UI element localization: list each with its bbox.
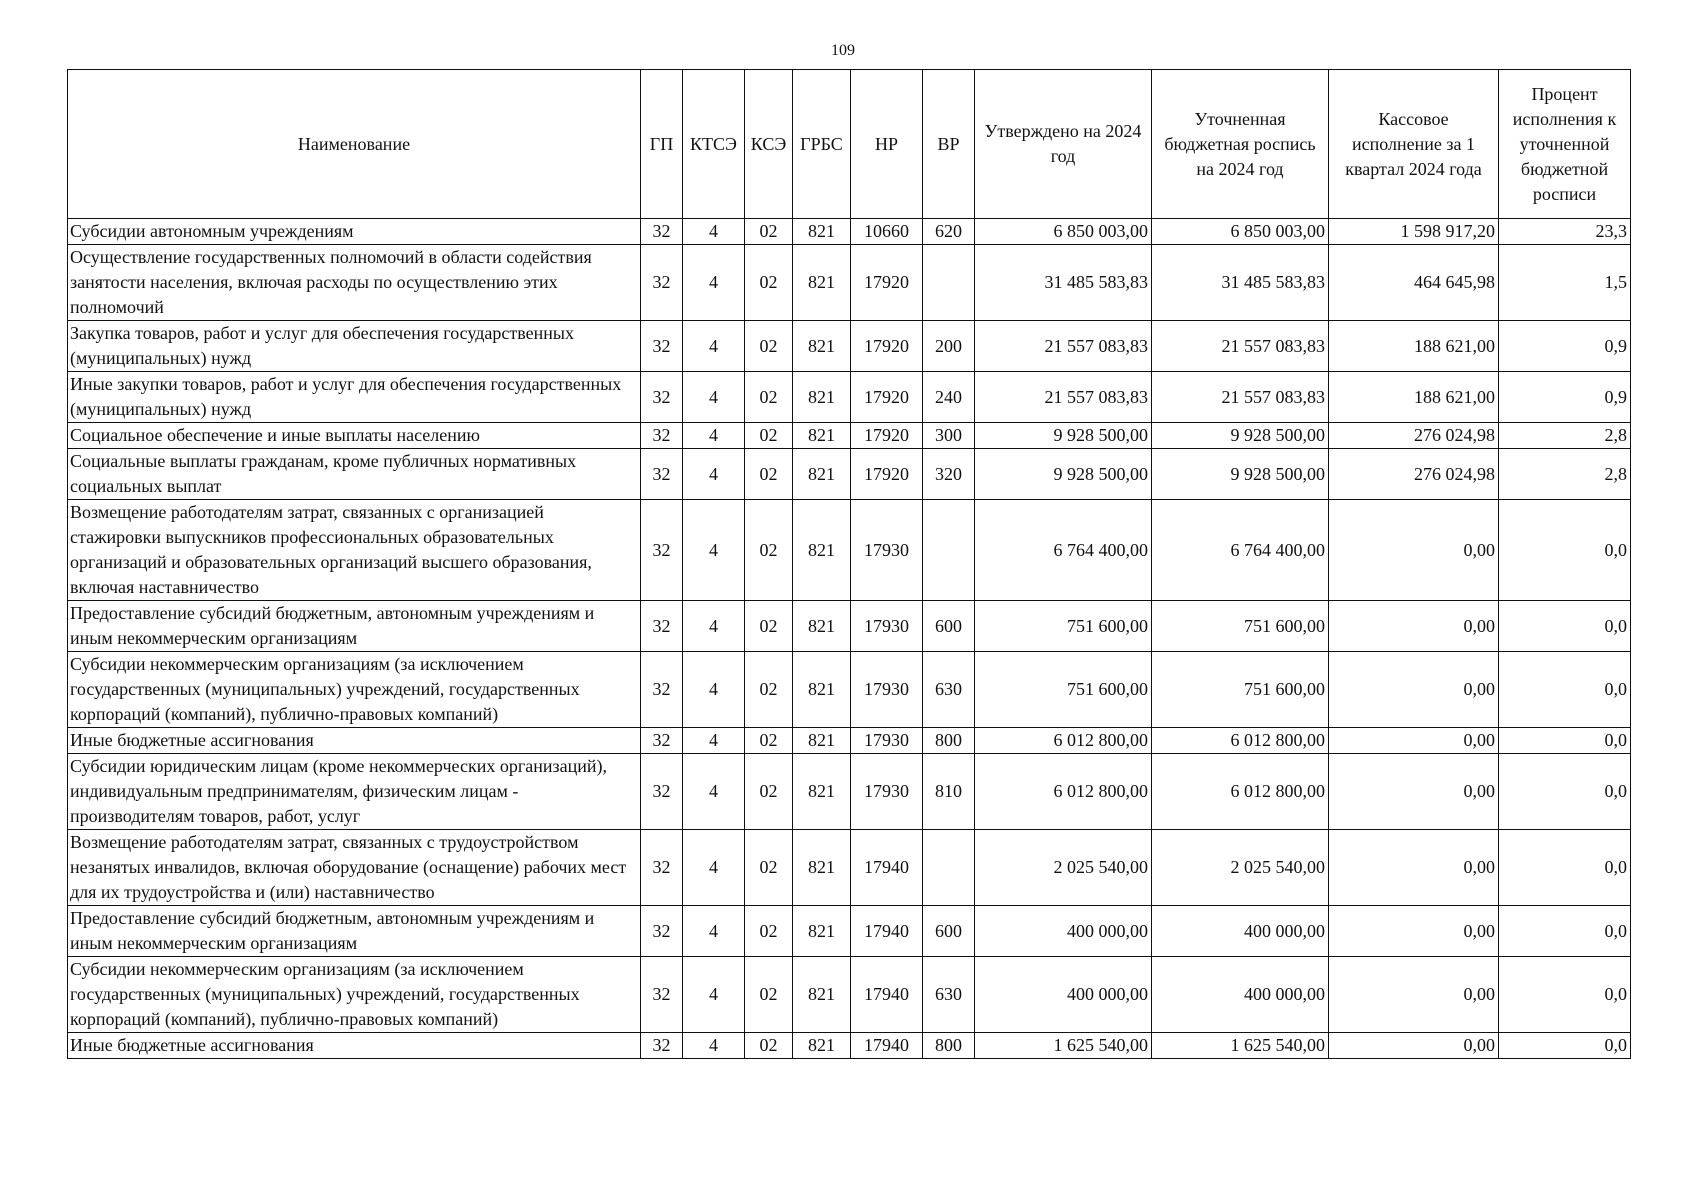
cell-ktse: 4 [683, 245, 745, 321]
cell-nr: 17930 [851, 652, 923, 728]
cell-ktse: 4 [683, 449, 745, 500]
cell-refined: 6 850 003,00 [1152, 219, 1329, 245]
cell-kse: 02 [745, 321, 793, 372]
table-row [68, 1033, 1631, 1059]
header-nr: НР [851, 70, 923, 219]
cell-gp: 32 [641, 957, 683, 1033]
cell-percent: 0,9 [1499, 372, 1631, 423]
table-row [68, 321, 1631, 372]
header-vr: ВР [923, 70, 975, 219]
cell-percent: 0,0 [1499, 906, 1631, 957]
table-row [68, 372, 1631, 423]
cell-grbs: 821 [793, 1033, 851, 1059]
cell-nr: 17920 [851, 245, 923, 321]
cell-gp: 32 [641, 601, 683, 652]
cell-approved: 21 557 083,83 [975, 372, 1152, 423]
cell-kse: 02 [745, 372, 793, 423]
table-row [68, 957, 1631, 1033]
cell-name: Осуществление государственных полномочий в области содействия занятости населения, включая расходы по осуществлению этих полномочий [68, 245, 641, 321]
cell-refined: 6 012 800,00 [1152, 754, 1329, 830]
cell-name: Субсидии юридическим лицам (кроме некоммерческих организаций), индивидуальным предпринимателям, физическим лицам - производителям товаров, работ, услуг [68, 754, 641, 830]
cell-percent: 0,0 [1499, 1033, 1631, 1059]
cell-vr [923, 245, 975, 321]
cell-executed: 0,00 [1329, 1033, 1499, 1059]
cell-percent: 1,5 [1499, 245, 1631, 321]
cell-name: Возмещение работодателям затрат, связанных с трудоустройством незанятых инвалидов, включая оборудование (оснащение) рабочих мест для их трудоустройства и (или) наставничество [68, 830, 641, 906]
header-refined: Уточненная бюджетная роспись на 2024 год [1152, 70, 1329, 219]
header-kse: КСЭ [745, 70, 793, 219]
cell-name: Социальное обеспечение и иные выплаты населению [68, 423, 641, 449]
table-header-row [68, 70, 1631, 219]
cell-refined: 400 000,00 [1152, 957, 1329, 1033]
cell-refined: 9 928 500,00 [1152, 449, 1329, 500]
cell-nr: 17920 [851, 372, 923, 423]
cell-nr: 17930 [851, 754, 923, 830]
cell-grbs: 821 [793, 219, 851, 245]
cell-kse: 02 [745, 830, 793, 906]
cell-ktse: 4 [683, 372, 745, 423]
cell-ktse: 4 [683, 957, 745, 1033]
cell-refined: 31 485 583,83 [1152, 245, 1329, 321]
cell-grbs: 821 [793, 321, 851, 372]
table-row [68, 219, 1631, 245]
header-name: Наименование [68, 70, 641, 219]
table-row [68, 652, 1631, 728]
cell-gp: 32 [641, 500, 683, 601]
cell-name: Субсидии автономным учреждениям [68, 219, 641, 245]
header-percent: Процент исполнения к уточненной бюджетной росписи [1499, 70, 1631, 219]
cell-approved: 6 012 800,00 [975, 754, 1152, 830]
cell-kse: 02 [745, 500, 793, 601]
cell-approved: 751 600,00 [975, 652, 1152, 728]
cell-executed: 0,00 [1329, 500, 1499, 601]
cell-percent: 0,0 [1499, 500, 1631, 601]
cell-approved: 31 485 583,83 [975, 245, 1152, 321]
cell-vr: 320 [923, 449, 975, 500]
cell-kse: 02 [745, 1033, 793, 1059]
cell-approved: 400 000,00 [975, 906, 1152, 957]
cell-grbs: 821 [793, 449, 851, 500]
cell-percent: 0,0 [1499, 728, 1631, 754]
cell-kse: 02 [745, 906, 793, 957]
cell-executed: 0,00 [1329, 906, 1499, 957]
cell-vr: 620 [923, 219, 975, 245]
header-ktse: КТСЭ [683, 70, 745, 219]
cell-nr: 17920 [851, 449, 923, 500]
cell-executed: 276 024,98 [1329, 423, 1499, 449]
cell-vr: 810 [923, 754, 975, 830]
cell-name: Закупка товаров, работ и услуг для обеспечения государственных (муниципальных) нужд [68, 321, 641, 372]
cell-grbs: 821 [793, 957, 851, 1033]
cell-ktse: 4 [683, 754, 745, 830]
table-row [68, 906, 1631, 957]
page-number: 109 [831, 42, 855, 59]
cell-ktse: 4 [683, 1033, 745, 1059]
cell-name: Социальные выплаты гражданам, кроме публичных нормативных социальных выплат [68, 449, 641, 500]
cell-name: Субсидии некоммерческим организациям (за исключением государственных (муниципальных) учреждений, государственных корпораций (компаний), публично-правовых компаний) [68, 957, 641, 1033]
cell-kse: 02 [745, 423, 793, 449]
cell-percent: 23,3 [1499, 219, 1631, 245]
cell-ktse: 4 [683, 728, 745, 754]
cell-name: Предоставление субсидий бюджетным, автономным учреждениям и иным некоммерческим организациям [68, 906, 641, 957]
table-row [68, 754, 1631, 830]
cell-gp: 32 [641, 728, 683, 754]
cell-kse: 02 [745, 652, 793, 728]
cell-executed: 0,00 [1329, 957, 1499, 1033]
cell-vr: 800 [923, 728, 975, 754]
cell-grbs: 821 [793, 754, 851, 830]
cell-gp: 32 [641, 245, 683, 321]
cell-approved: 6 012 800,00 [975, 728, 1152, 754]
cell-percent: 2,8 [1499, 449, 1631, 500]
header-grbs: ГРБС [793, 70, 851, 219]
cell-vr: 630 [923, 652, 975, 728]
cell-name: Иные бюджетные ассигнования [68, 1033, 641, 1059]
cell-nr: 10660 [851, 219, 923, 245]
cell-refined: 751 600,00 [1152, 652, 1329, 728]
cell-kse: 02 [745, 957, 793, 1033]
cell-nr: 17920 [851, 321, 923, 372]
cell-grbs: 821 [793, 245, 851, 321]
cell-gp: 32 [641, 423, 683, 449]
cell-vr: 200 [923, 321, 975, 372]
cell-vr: 630 [923, 957, 975, 1033]
cell-percent: 0,9 [1499, 321, 1631, 372]
cell-ktse: 4 [683, 906, 745, 957]
cell-grbs: 821 [793, 500, 851, 601]
cell-grbs: 821 [793, 728, 851, 754]
cell-percent: 0,0 [1499, 754, 1631, 830]
cell-executed: 188 621,00 [1329, 372, 1499, 423]
cell-ktse: 4 [683, 652, 745, 728]
cell-executed: 0,00 [1329, 652, 1499, 728]
cell-kse: 02 [745, 601, 793, 652]
cell-gp: 32 [641, 372, 683, 423]
table-row [68, 601, 1631, 652]
cell-executed: 0,00 [1329, 728, 1499, 754]
cell-gp: 32 [641, 906, 683, 957]
cell-ktse: 4 [683, 321, 745, 372]
cell-refined: 9 928 500,00 [1152, 423, 1329, 449]
cell-name: Возмещение работодателям затрат, связанных с организацией стажировки выпускников профессиональных образовательных организаций и образовательных организаций высшего образования, включая наставничество [68, 500, 641, 601]
cell-kse: 02 [745, 449, 793, 500]
cell-grbs: 821 [793, 423, 851, 449]
cell-gp: 32 [641, 754, 683, 830]
cell-approved: 751 600,00 [975, 601, 1152, 652]
cell-approved: 400 000,00 [975, 957, 1152, 1033]
budget-table [67, 69, 1631, 1059]
cell-grbs: 821 [793, 601, 851, 652]
cell-refined: 21 557 083,83 [1152, 372, 1329, 423]
table-row [68, 500, 1631, 601]
cell-gp: 32 [641, 830, 683, 906]
header-approved: Утверждено на 2024 год [975, 70, 1152, 219]
cell-executed: 0,00 [1329, 601, 1499, 652]
cell-vr: 300 [923, 423, 975, 449]
cell-vr [923, 830, 975, 906]
cell-percent: 2,8 [1499, 423, 1631, 449]
cell-executed: 0,00 [1329, 754, 1499, 830]
cell-approved: 21 557 083,83 [975, 321, 1152, 372]
cell-percent: 0,0 [1499, 652, 1631, 728]
cell-approved: 6 850 003,00 [975, 219, 1152, 245]
cell-nr: 17930 [851, 728, 923, 754]
cell-ktse: 4 [683, 219, 745, 245]
cell-executed: 188 621,00 [1329, 321, 1499, 372]
cell-grbs: 821 [793, 372, 851, 423]
cell-approved: 1 625 540,00 [975, 1033, 1152, 1059]
cell-nr: 17940 [851, 830, 923, 906]
cell-percent: 0,0 [1499, 601, 1631, 652]
cell-ktse: 4 [683, 601, 745, 652]
cell-refined: 2 025 540,00 [1152, 830, 1329, 906]
cell-kse: 02 [745, 219, 793, 245]
cell-executed: 0,00 [1329, 830, 1499, 906]
cell-refined: 1 625 540,00 [1152, 1033, 1329, 1059]
cell-executed: 276 024,98 [1329, 449, 1499, 500]
cell-vr: 240 [923, 372, 975, 423]
cell-gp: 32 [641, 1033, 683, 1059]
cell-kse: 02 [745, 728, 793, 754]
cell-nr: 17920 [851, 423, 923, 449]
cell-approved: 6 764 400,00 [975, 500, 1152, 601]
cell-name: Субсидии некоммерческим организациям (за исключением государственных (муниципальных) учреждений, государственных корпораций (компаний), публично-правовых компаний) [68, 652, 641, 728]
cell-gp: 32 [641, 219, 683, 245]
cell-ktse: 4 [683, 830, 745, 906]
cell-percent: 0,0 [1499, 830, 1631, 906]
cell-approved: 9 928 500,00 [975, 449, 1152, 500]
cell-name: Иные закупки товаров, работ и услуг для обеспечения государственных (муниципальных) нужд [68, 372, 641, 423]
cell-vr: 600 [923, 601, 975, 652]
cell-refined: 6 764 400,00 [1152, 500, 1329, 601]
cell-percent: 0,0 [1499, 957, 1631, 1033]
cell-ktse: 4 [683, 423, 745, 449]
cell-refined: 400 000,00 [1152, 906, 1329, 957]
cell-approved: 2 025 540,00 [975, 830, 1152, 906]
table-row [68, 449, 1631, 500]
cell-approved: 9 928 500,00 [975, 423, 1152, 449]
cell-nr: 17930 [851, 601, 923, 652]
cell-nr: 17940 [851, 1033, 923, 1059]
cell-gp: 32 [641, 652, 683, 728]
cell-gp: 32 [641, 449, 683, 500]
cell-refined: 21 557 083,83 [1152, 321, 1329, 372]
cell-vr: 800 [923, 1033, 975, 1059]
table-row [68, 423, 1631, 449]
table-row [68, 728, 1631, 754]
cell-ktse: 4 [683, 500, 745, 601]
cell-name: Предоставление субсидий бюджетным, автономным учреждениям и иным некоммерческим организациям [68, 601, 641, 652]
cell-kse: 02 [745, 754, 793, 830]
table-row [68, 245, 1631, 321]
cell-vr [923, 500, 975, 601]
header-executed: Кассовое исполнение за 1 квартал 2024 года [1329, 70, 1499, 219]
cell-kse: 02 [745, 245, 793, 321]
cell-nr: 17940 [851, 957, 923, 1033]
cell-grbs: 821 [793, 830, 851, 906]
cell-nr: 17940 [851, 906, 923, 957]
cell-executed: 1 598 917,20 [1329, 219, 1499, 245]
cell-gp: 32 [641, 321, 683, 372]
table-row [68, 830, 1631, 906]
cell-grbs: 821 [793, 652, 851, 728]
cell-name: Иные бюджетные ассигнования [68, 728, 641, 754]
header-gp: ГП [641, 70, 683, 219]
cell-grbs: 821 [793, 906, 851, 957]
cell-executed: 464 645,98 [1329, 245, 1499, 321]
cell-refined: 751 600,00 [1152, 601, 1329, 652]
cell-nr: 17930 [851, 500, 923, 601]
cell-refined: 6 012 800,00 [1152, 728, 1329, 754]
cell-vr: 600 [923, 906, 975, 957]
